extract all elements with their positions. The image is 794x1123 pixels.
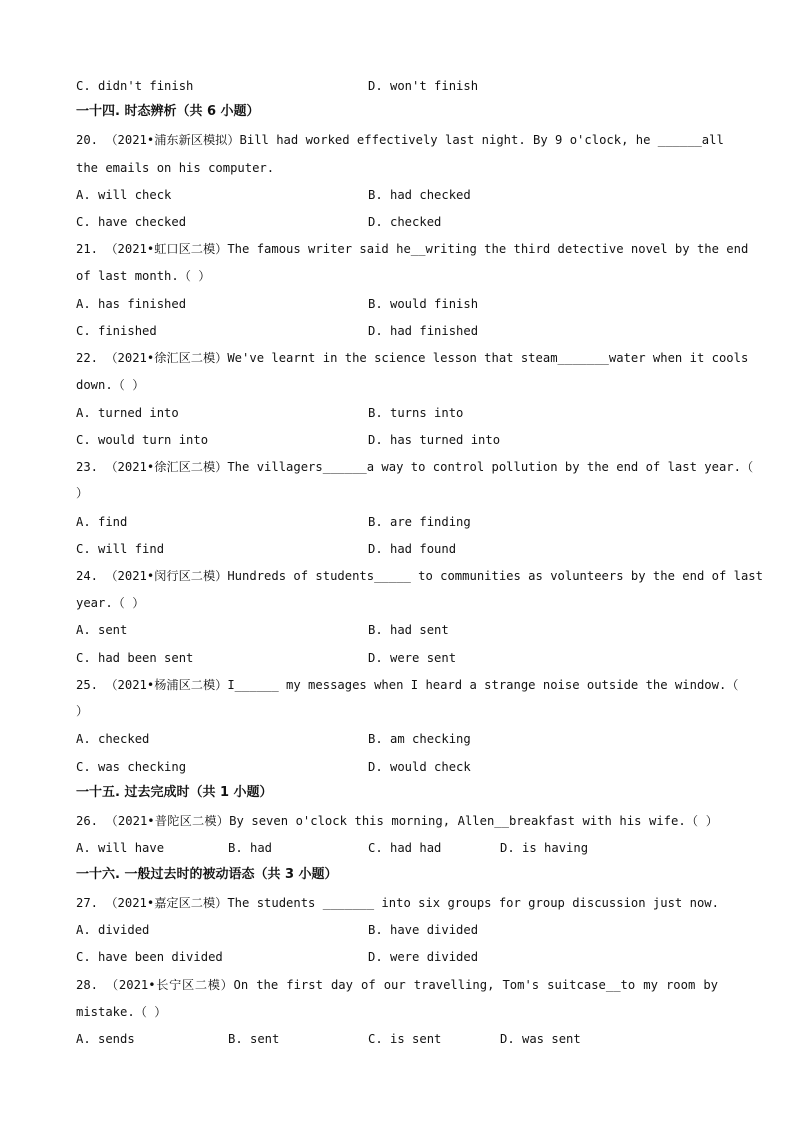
q22-option-c: C. would turn into <box>76 433 209 447</box>
option-c: C. didn't finish <box>76 79 194 93</box>
q20-option-b: B. had checked <box>368 188 471 202</box>
q28-option-d: D. was sent <box>500 1032 581 1046</box>
section-heading-14: 一十四. 时态辨析（共 6 小题） <box>76 104 260 119</box>
q25-option-a: A. checked <box>76 732 150 746</box>
q28-option-c: C. is sent <box>368 1032 442 1046</box>
q20-option-c: C. have checked <box>76 215 187 229</box>
q20-option-a: A. will check <box>76 188 172 202</box>
q25-option-b: B. am checking <box>368 732 471 746</box>
q20-option-d: D. checked <box>368 215 442 229</box>
q23-option-a: A. find <box>76 515 128 529</box>
q22-option-d: D. has turned into <box>368 433 501 447</box>
q27-option-b: B. have divided <box>368 923 479 937</box>
question-22-text: 22. （2021•徐汇区二模）We've learnt in the science lesson that steam_______water when it cools <box>76 351 749 365</box>
question-26-text: 26. （2021•普陀区二模）By seven o'clock this morning, Allen__breakfast with his wife.（ ） <box>76 814 718 828</box>
question-21-text-cont: of last month.（ ） <box>76 269 211 283</box>
question-23-text: 23. （2021•徐汇区二模）The villagers______a way to control pollution by the end of last year.（ <box>76 460 754 474</box>
option-d: D. won't finish <box>368 79 479 93</box>
q28-option-b: B. sent <box>228 1032 280 1046</box>
section-heading-16: 一十六. 一般过去时的被动语态（共 3 小题） <box>76 867 338 882</box>
q23-option-b: B. are finding <box>368 515 471 529</box>
q27-option-c: C. have been divided <box>76 950 223 964</box>
q27-option-d: D. were divided <box>368 950 479 964</box>
q25-option-d: D. would check <box>368 760 471 774</box>
section-heading-15: 一十五. 过去完成时（共 1 小题） <box>76 785 273 800</box>
q26-option-d: D. is having <box>500 841 589 855</box>
q24-option-c: C. had been sent <box>76 651 194 665</box>
question-21-text: 21. （2021•虹口区二模）The famous writer said he__writing the third detective novel by the end <box>76 242 749 256</box>
q28-option-a: A. sends <box>76 1032 135 1046</box>
question-28-text: 28. （2021•长宁区二模）On the first day of our travelling, Tom's suitcase__to my room by <box>76 978 718 992</box>
q25-option-c: C. was checking <box>76 760 187 774</box>
question-24-text: 24. （2021•闵行区二模）Hundreds of students_____ to communities as volunteers by the end of last <box>76 569 763 583</box>
question-25-text: 25. （2021•杨浦区二模）I______ my messages when I heard a strange noise outside the window.（ <box>76 678 739 692</box>
q26-option-a: A. will have <box>76 841 165 855</box>
q21-option-a: A. has finished <box>76 297 187 311</box>
q24-option-d: D. were sent <box>368 651 457 665</box>
question-20-text-cont: the emails on his computer. <box>76 161 275 175</box>
question-23-text-cont: ） <box>76 486 89 500</box>
q21-option-c: C. finished <box>76 324 157 338</box>
question-28-text-cont: mistake.（ ） <box>76 1005 167 1019</box>
q23-option-c: C. will find <box>76 542 165 556</box>
question-27-text: 27. （2021•嘉定区二模）The students _______ into six groups for group discussion just now. <box>76 896 719 910</box>
question-25-text-cont: ） <box>76 704 89 718</box>
question-22-text-cont: down.（ ） <box>76 378 145 392</box>
q21-option-b: B. would finish <box>368 297 479 311</box>
q22-option-b: B. turns into <box>368 406 464 420</box>
q26-option-c: C. had had <box>368 841 442 855</box>
question-20-text: 20. （2021•浦东新区模拟）Bill had worked effectively last night. By 9 o'clock, he ______all <box>76 133 724 147</box>
q24-option-a: A. sent <box>76 623 128 637</box>
q21-option-d: D. had finished <box>368 324 479 338</box>
q22-option-a: A. turned into <box>76 406 179 420</box>
q27-option-a: A. divided <box>76 923 150 937</box>
question-24-text-cont: year.（ ） <box>76 596 145 610</box>
q23-option-d: D. had found <box>368 542 457 556</box>
q26-option-b: B. had <box>228 841 273 855</box>
q24-option-b: B. had sent <box>368 623 449 637</box>
